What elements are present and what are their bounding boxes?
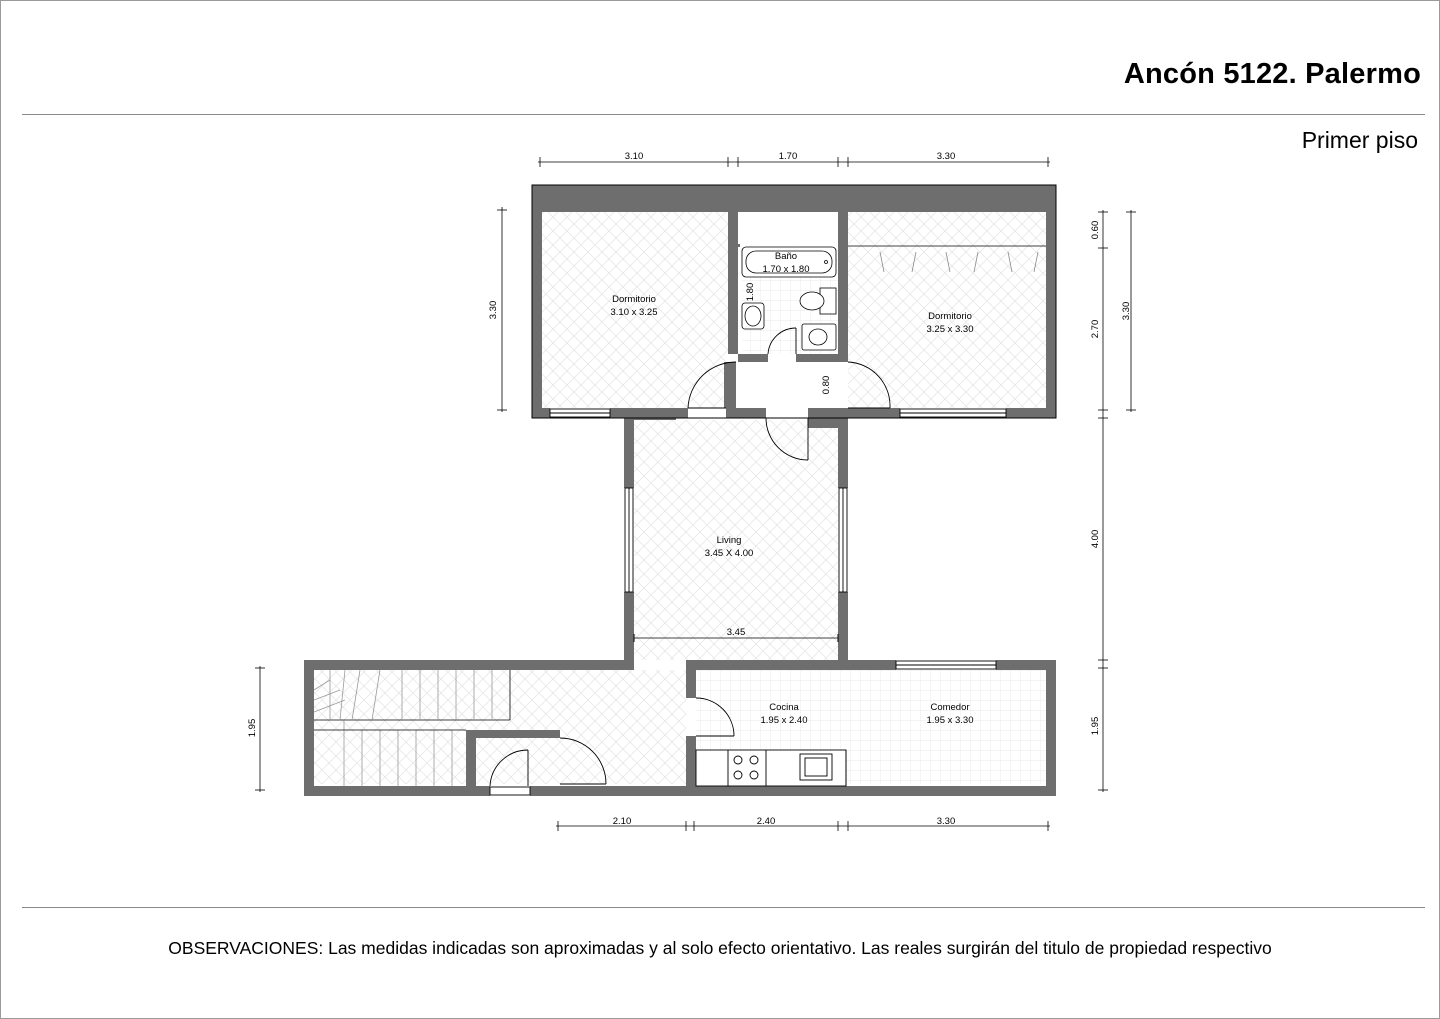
dim-left-upper: 3.30 [488, 300, 499, 320]
room-bano-name: Baño [774, 251, 798, 262]
floor-fills [314, 212, 1046, 784]
dim-right-4: 1.95 [1090, 716, 1101, 736]
dim-living-width: 3.45 [726, 627, 746, 638]
dim-top-3: 3.30 [936, 151, 956, 162]
dim-right-2: 2.70 [1090, 319, 1101, 339]
room-dormitorio-1-name: Dormitorio [612, 294, 656, 305]
plan-title: Ancón 5122. Palermo [1123, 58, 1421, 90]
kitchen-counter [696, 750, 846, 786]
room-dormitorio-2-size: 3.25 x 3.30 [926, 324, 974, 335]
dim-right-1: 0.60 [1090, 220, 1101, 240]
dim-passage: 0.80 [821, 375, 832, 395]
room-dormitorio-2-name: Dormitorio [928, 311, 972, 322]
room-living-name: Living [716, 535, 742, 546]
dim-bottom-2: 2.40 [756, 816, 776, 827]
dim-top-2: 1.70 [778, 151, 798, 162]
dim-bottom-1: 2.10 [612, 816, 632, 827]
observations-note: OBSERVACIONES: Las medidas indicadas son aproximadas y al solo efecto orientativo. Las reales surgirán del titulo de propiedad respectivo [168, 938, 1272, 958]
dim-top-1: 3.10 [624, 151, 644, 162]
room-cocina-size: 1.95 x 2.40 [760, 715, 808, 726]
dim-bano-side: 1.80 [745, 282, 756, 302]
dim-left-lower: 1.95 [247, 718, 258, 738]
room-dormitorio-1-size: 3.10 x 3.25 [610, 307, 658, 318]
floor-subtitle: Primer piso [1301, 127, 1418, 153]
dim-bottom-3: 3.30 [936, 816, 956, 827]
dim-right-outer: 3.30 [1121, 301, 1132, 321]
room-comedor-size: 1.95 x 3.30 [926, 715, 974, 726]
room-bano-size: 1.70 x 1.80 [762, 264, 810, 275]
room-cocina-name: Cocina [769, 702, 799, 713]
dim-right-3: 4.00 [1090, 529, 1101, 549]
room-comedor-name: Comedor [930, 702, 970, 713]
room-living-size: 3.45 X 4.00 [704, 548, 754, 559]
